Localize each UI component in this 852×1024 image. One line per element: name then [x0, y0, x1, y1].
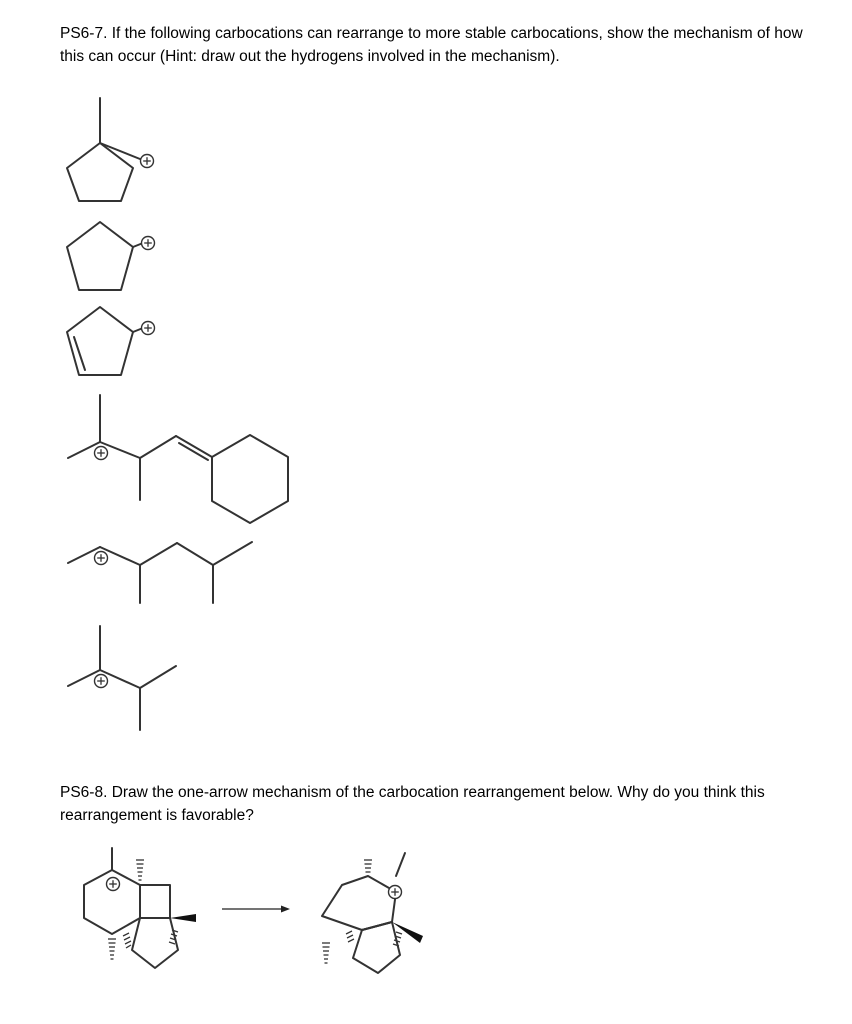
- rearrangement-scheme: [0, 840, 460, 990]
- starting-material-charge-icon: [107, 878, 120, 891]
- structure-6-tertiary-branched-cation: [0, 620, 220, 740]
- reaction-arrow-icon: [222, 906, 290, 913]
- starting-material-hashed-bond-ring: [123, 933, 131, 948]
- product-hashed-bond-top: [364, 860, 372, 872]
- product-hashed-bond-ring: [346, 931, 354, 942]
- product-hashed-bond-bottom: [322, 943, 330, 963]
- structure-2-cyclopentylmethyl-cation: [0, 210, 200, 300]
- structure-1-methylcyclopentyl-cation: [0, 95, 200, 205]
- structure-4-charge-icon: [95, 447, 108, 460]
- structure-3-charge-icon: [142, 322, 155, 335]
- starting-material-wedge-bond: [170, 914, 196, 922]
- starting-material-hashed-bond-top: [136, 860, 144, 880]
- structure-1-bonds: [67, 98, 140, 201]
- starting-material-bonds: [84, 848, 178, 968]
- structure-4-cyclohexylidene-cation: [0, 390, 320, 530]
- structure-5-bonds: [68, 542, 252, 603]
- structure-6-charge-icon: [95, 675, 108, 688]
- structure-1-charge-icon: [141, 155, 154, 168]
- structure-5-branched-chain-cation: [0, 535, 300, 615]
- structure-6-bonds: [68, 626, 176, 730]
- structure-2-charge-icon: [142, 237, 155, 250]
- product-bonds: [322, 853, 405, 973]
- problem-ps6-7-text: PS6-7. If the following carbocations can rearrange to more stable carbocations, show the mechanism of how this can occur (Hint: draw out the hydrogens involved in the mechanism).: [60, 25, 803, 65]
- structure-3-cyclopentenylmethyl-cation: [0, 295, 200, 385]
- product-structure: [322, 853, 423, 973]
- structure-5-charge-icon: [95, 552, 108, 565]
- starting-material-hashed-bond-bottom: [108, 939, 116, 959]
- structure-2-bonds: [67, 222, 143, 290]
- problem-ps6-8-text: PS6-8. Draw the one-arrow mechanism of the carbocation rearrangement below. Why do you think this rearrangement is favorable?: [60, 784, 765, 824]
- product-charge-icon: [389, 886, 402, 899]
- structure-3-bonds: [67, 307, 143, 375]
- starting-material-structure: [84, 848, 196, 968]
